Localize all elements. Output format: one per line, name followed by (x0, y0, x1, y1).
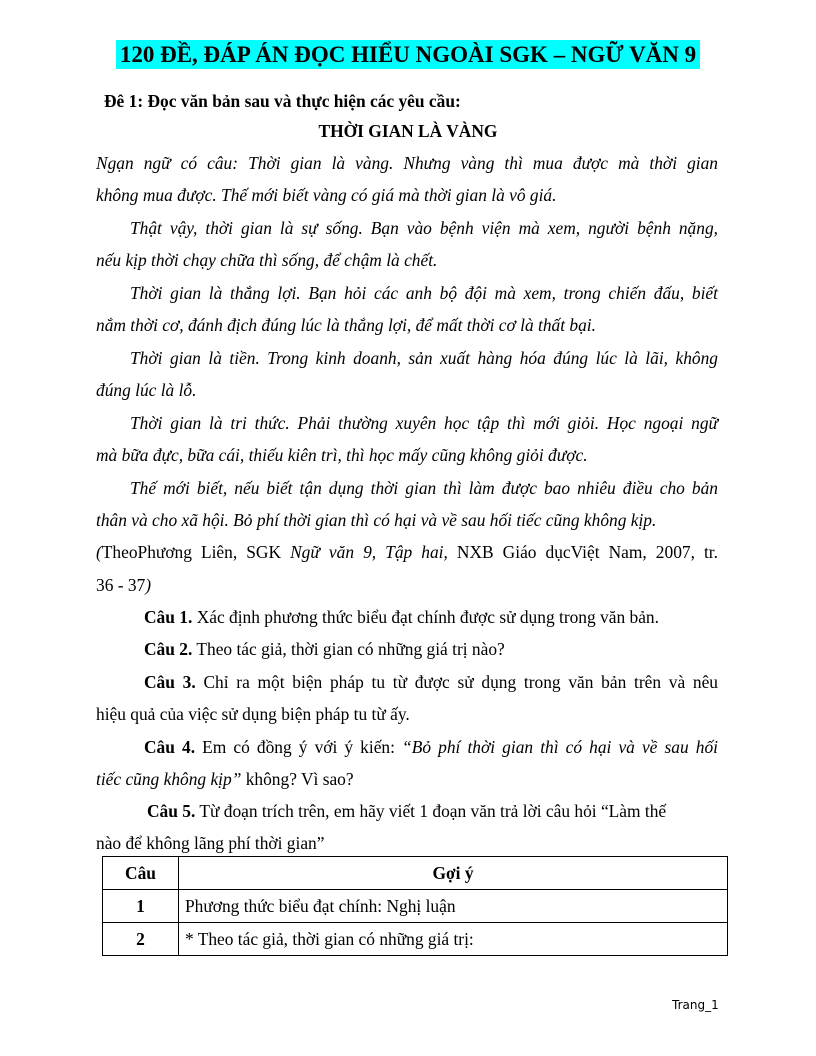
table-row (103, 890, 728, 923)
table-cell-text: Phương thức biểu đạt chính: Nghị luận (179, 890, 728, 923)
passage-line: Thời gian là thắng lợi. Bạn hỏi các anh bộ đội mà xem, trong chiến đấu, biết (130, 283, 718, 303)
question-3: Câu 3. Chỉ ra một biện pháp tu từ được sử dụng trong văn bản trên và nêu (144, 672, 718, 692)
question-1: Câu 1. Xác định phương thức biểu đạt chính được sử dụng trong văn bản. (144, 607, 659, 627)
question-2: Câu 2. Theo tác giả, thời gian có những giá trị nào? (144, 639, 505, 659)
passage-line: Ngạn ngữ có câu: Thời gian là vàng. Nhưng vàng thì mua được mà thời gian (96, 153, 718, 173)
table-cell-text: * Theo tác giả, thời gian có những giá trị: (179, 923, 728, 956)
page-footer: Trang_1 (672, 998, 719, 1012)
question-4: Câu 4. Em có đồng ý với ý kiến: “Bỏ phí thời gian thì có hại và về sau hối (144, 737, 718, 757)
exercise-heading: Đê 1: Đọc văn bản sau và thực hiện các yêu cầu: (104, 91, 461, 111)
passage-title: THỜI GIAN LÀ VÀNG (318, 121, 498, 141)
passage-line: nắm thời cơ, đánh địch đúng lúc là thắng lợi, để mất thời cơ là thất bại. (96, 315, 596, 335)
table-header-row (103, 857, 728, 890)
passage-line: Thời gian là tri thức. Phải thường xuyên học tập thì mới giỏi. Học ngoại ngữ (130, 413, 718, 433)
document-title: 120 ĐỀ, ĐÁP ÁN ĐỌC HIỂU NGOÀI SGK – NGỮ VĂN 9 (0, 40, 816, 70)
citation-pages: 36 - 37) (96, 575, 152, 595)
question-4-cont: tiếc cũng không kịp” không? Vì sao? (96, 769, 354, 789)
answer-table (102, 856, 728, 956)
passage-line: Thời gian là tiền. Trong kinh doanh, sản xuất hàng hóa đúng lúc là lãi, không (130, 348, 718, 368)
question-3-cont: hiệu quả của việc sử dụng biện pháp tu từ ấy. (96, 704, 410, 724)
passage-line: Thế mới biết, nếu biết tận dụng thời gian thì làm được bao nhiêu điều cho bản (130, 478, 718, 498)
table-header-cell: Câu (103, 857, 179, 890)
table-cell-number: 2 (103, 923, 179, 956)
passage-line: nếu kịp thời chạy chữa thì sống, để chậm là chết. (96, 250, 438, 270)
table-cell-number: 1 (103, 890, 179, 923)
passage-line: mà bữa đực, bữa cái, thiếu kiên trì, thì học mấy cũng không giỏi được. (96, 445, 588, 465)
citation: (TheoPhương Liên, SGK Ngữ văn 9, Tập hai, NXB Giáo dụcViệt Nam, 2007, tr. (96, 542, 718, 562)
table-row (103, 923, 728, 956)
passage-line: đúng lúc là lỗ. (96, 380, 197, 400)
passage-line: Thật vậy, thời gian là sự sống. Bạn vào bệnh viện mà xem, người bệnh nặng, (130, 218, 718, 238)
question-5: Câu 5. Từ đoạn trích trên, em hãy viết 1 đoạn văn trả lời câu hỏi “Làm thế (147, 801, 667, 821)
passage-line: thân và cho xã hội. Bỏ phí thời gian thì có hại và về sau hối tiếc cũng không kịp. (96, 510, 657, 530)
passage-line: không mua được. Thế mới biết vàng có giá mà thời gian là vô giá. (96, 185, 557, 205)
question-5-cont: nào để không lãng phí thời gian” (96, 833, 325, 853)
table-header-cell: Gợi ý (179, 857, 728, 890)
